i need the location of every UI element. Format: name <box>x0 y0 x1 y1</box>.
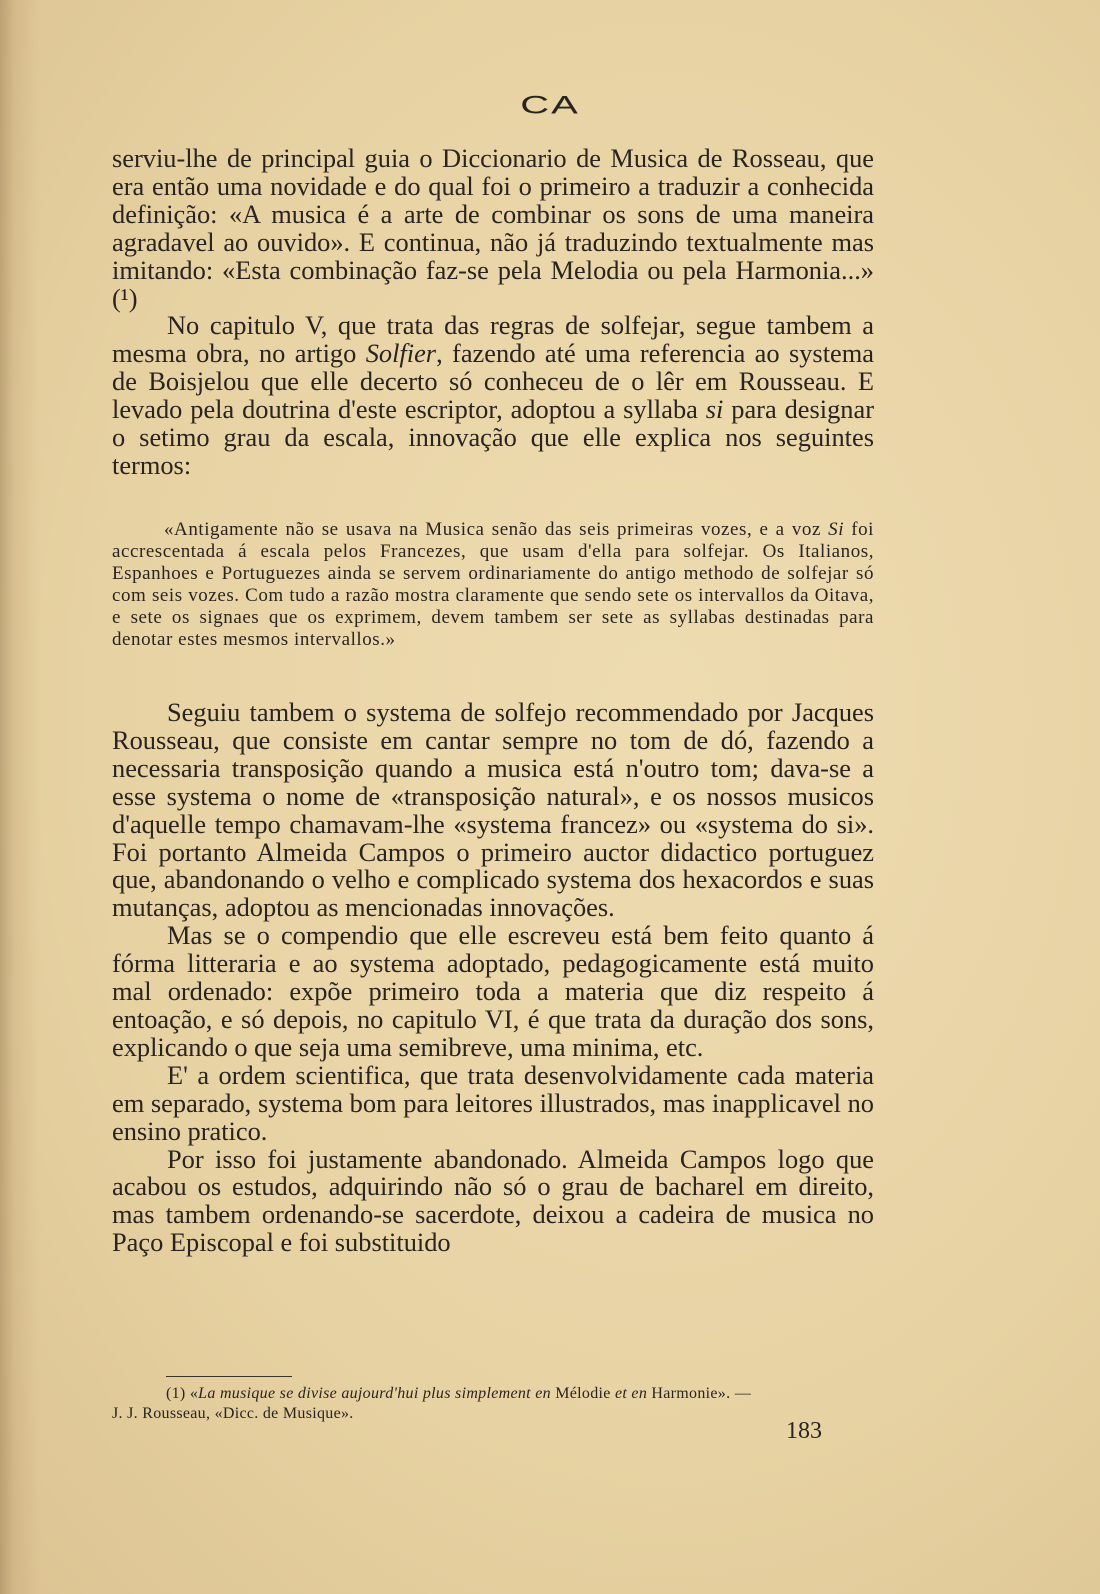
footnote <box>112 1384 874 1424</box>
block-quote <box>112 519 874 652</box>
paragraph-1: serviu-lhe de principal guia o Diccionario de Musica de Rosseau, que era então uma novidade e do qual foi o primeiro a traduzir a conhecida definição: «A musica é a arte de combinar os sons de uma maneira agradavel ao ouvido». E continua, não já traduzindo textualmente mas imitando: «Esta combinação faz-se pela Melodia ou pela Harmonia...» (¹) <box>112 143 874 313</box>
footnote-word-harmonie: Harmonie». — <box>647 1385 752 1402</box>
paragraph-6: Por isso foi justamente abandonado. Almeida Campos logo que acabou os estudos, adquirindo não só o grau de bacharel em direito, mas tambem ordenando-se sacerdote, deixou a cadeira de musica no Paço Episcopal e foi substituido <box>112 1143 874 1258</box>
paragraph-2-part-2: , fazendo até uma referencia ao systema de Boisjelou que elle decerto só conheceu de o lêr em Rousseau. E levado pela doutrina d'este escriptor, adoptou a syllaba <box>112 338 874 425</box>
footnote-line-1 <box>112 1384 874 1404</box>
footnote-italic-1: La musique se divise aujourd'hui plus simplement en <box>198 1385 551 1402</box>
quote-part-2: foi accrescentada á escala pelos Francezes, que usam d'ella para solfejar. Os Italianos, Espanhoes e Portuguezes ainda se servem ordinariamente do antigo methodo de solfejar só com seis vozes. Com tudo a razão mostra claramente que sendo sete os intervallos da Oitava, e sete os signaes que os exprimem, devem tambem ser sete as syllabas destinadas para denotar estes mesmos intervallos.» <box>112 519 874 651</box>
paragraph-2-italic-si: si <box>705 394 724 425</box>
footnote-italic-2: et en <box>614 1385 648 1402</box>
footnote-word-melodie: Mélodie <box>550 1385 615 1402</box>
quote-part-1: «Antigamente não se usava na Musica senão das seis primeiras vozes, e a voz <box>164 519 829 540</box>
paragraph-2-part-1: No capitulo V, que trata das regras de solfejar, segue tambem a mesma obra, no artigo <box>112 310 874 369</box>
footnote-marker: (1) « <box>166 1385 199 1402</box>
paragraph-2-part-3: para designar o setimo grau da escala, innovação que elle explica nos seguintes termos: <box>112 394 874 480</box>
paragraph-3: Seguiu tambem o systema de solfejo recommendado por Jacques Rousseau, que consiste em cantar sempre no tom de dó, fazendo a necessaria transposição quando a musica está n'outro tom; dava-se a esse systema o nome de «transposição natural», e os nossos musicos d'aquelle tempo chamavam-lhe «systema francez» ou «systema do si». Foi portanto Almeida Campos o primeiro auctor didactico portuguez que, abandonando o velho e complicado systema dos hexacordos e suas mutanças, adoptou as mencionadas innovações. <box>112 697 874 923</box>
footnote-divider <box>166 1376 292 1377</box>
page-number: 183 <box>786 1418 822 1444</box>
text-block-top <box>112 145 874 480</box>
paragraph-2 <box>112 312 874 479</box>
text-block-bottom <box>112 699 874 1257</box>
quote-italic-si: Si <box>828 519 845 540</box>
paragraph-4: Mas se o compendio que elle escreveu está bem feito quanto á fórma litteraria e ao systema adoptado, pedagogicamente está muito mal ordenado: expõe primeiro toda a materia que diz respeito á entoação, e só depois, no capitulo VI, é que trata da duração dos sons, explicando o que seja uma semibreve, uma minima, etc. <box>112 920 874 1062</box>
paragraph-5: E' a ordem scientifica, que trata desenvolvidamente cada materia em separado, systema bom para leitores illustrados, mas inapplicavel no ensino pratico. <box>112 1059 874 1146</box>
footnote-line-2: J. J. Rousseau, «Dicc. de Musique». <box>112 1405 354 1422</box>
running-header: CA <box>520 92 580 120</box>
paragraph-2-italic-solfier: Solfier <box>365 338 437 369</box>
